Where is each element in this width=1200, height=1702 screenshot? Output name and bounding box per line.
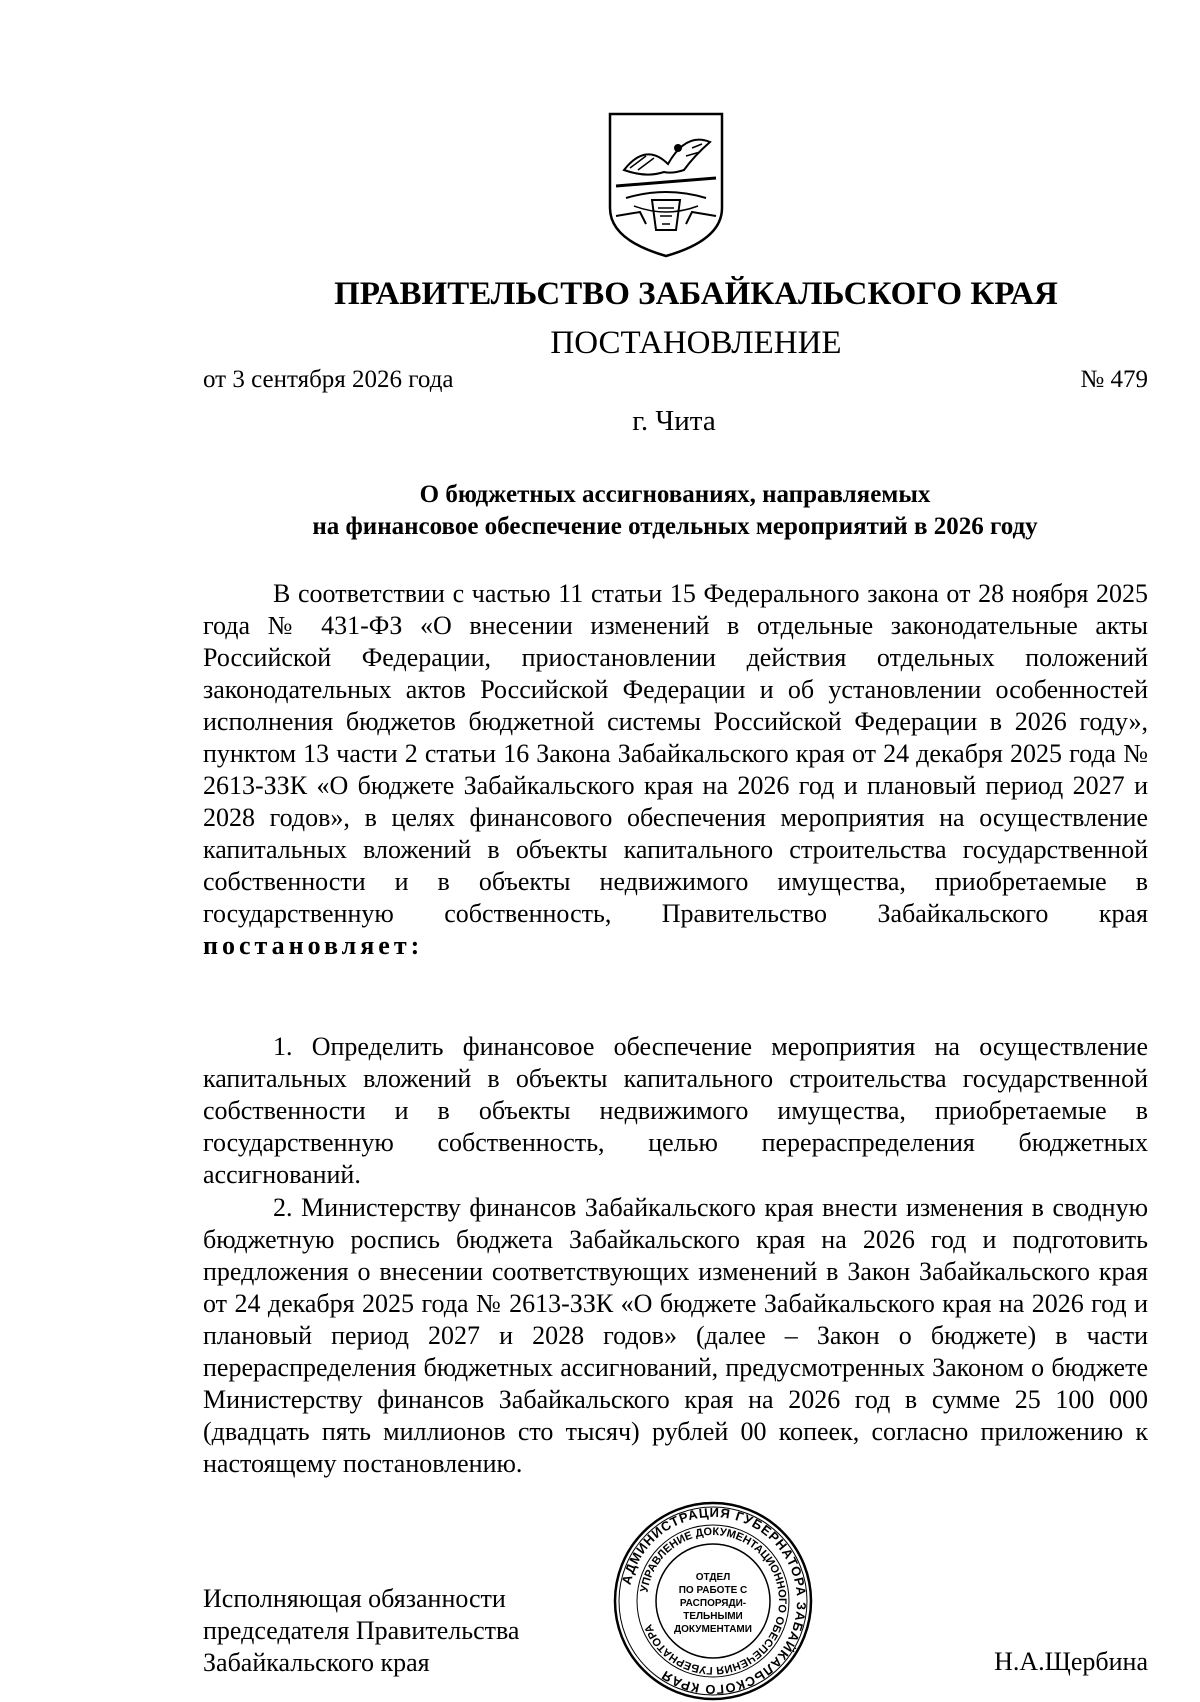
official-stamp [612, 1500, 814, 1702]
coat-of-arms-emblem [606, 112, 726, 258]
document-type: ПОСТАНОВЛЕНИЕ [550, 325, 842, 361]
position-line-3: Забайкальского края [203, 1648, 430, 1677]
title-line-1: О бюджетных ассигнованиях, направляемых [419, 481, 931, 508]
preamble-text: В соответствии с частью 11 статьи 15 Федерального закона от 28 ноября 2025 года № 431-ФЗ «О внесении изменений в отдельные законодательные акты Российской Федерации, приостановлении действия отдельных положений законодательных актов Российской Федерации и об установлении особенностей исполнения бюджетов бюджетной системы Российской Федерации в 2026 году», пунктом 13 части 2 статьи 16 Закона Забайкальского края от 24 декабря 2025 года № 2613-ЗЗК «О бюджете Забайкальского края на 2026 год и плановый период 2027 и 2028 годов», в целях финансового обеспечения мероприятия на осуществление капитальных вложений в объекты капитального строительства государственной собственности и в объекты недвижимого имущества, приобретаемые в государственную собственность, Правительство Забайкальского края [203, 579, 1148, 928]
document-number: № 479 [1080, 366, 1148, 393]
city-name: г. Чита [632, 405, 716, 437]
position-line-2: председателя Правительства [203, 1616, 520, 1645]
document-title [200, 479, 1150, 543]
title-line-2: на финансовое обеспечение отдельных мероприятий в 2026 году [312, 513, 1038, 540]
item-1-paragraph [203, 1031, 1148, 1191]
item-1-text: 1. Определить финансовое обеспечение мероприятия на осуществление капитальных вложений в объекты капитального строительства государственной собственности и в объекты недвижимого имущества, приобретаемые в государственную собственность, целью перераспределения бюджетных ассигнований. [203, 1032, 1148, 1189]
svg-text:ПО РАБОТЕ С: ПО РАБОТЕ С [678, 1585, 748, 1596]
svg-text:АДМИНИСТРАЦИЯ ГУБЕРНАТОРА ЗАБА: АДМИНИСТРАЦИЯ ГУБЕРНАТОРА ЗАБАЙКАЛЬСКОГО КРАЯ [618, 1504, 810, 1698]
svg-text:ОТДЕЛ: ОТДЕЛ [695, 1572, 731, 1583]
decree-word: постановляет: [203, 931, 424, 960]
svg-text:ДОКУМЕНТАМИ: ДОКУМЕНТАМИ [674, 1624, 752, 1635]
signatory-position [203, 1583, 519, 1679]
item-2-text: 2. Министерству финансов Забайкальского края внести изменения в сводную бюджетную роспись бюджета Забайкальского края на 2026 год и подготовить предложения о внесении соответствующих изменений в Закон Забайкальского края от 24 декабря 2025 года № 2613-ЗЗК «О бюджете Забайкальского края на 2026 год и плановый период 2027 и 2028 годов» (далее – Закон о бюджете) в части перераспределения бюджетных ассигнований, предусмотренных Законом о бюджете Министерству финансов Забайкальского края на 2026 год в сумме 25 100 000 (двадцать пять миллионов сто тысяч) рублей 00 копеек, согласно приложению к настоящему постановлению. [203, 1193, 1148, 1478]
svg-text:УПРАВЛЕНИЕ ДОКУМЕНТАЦИОННОГО О: УПРАВЛЕНИЕ ДОКУМЕНТАЦИОННОГО ОБЕСПЕЧЕНИЯ ГУБЕРНАТОРА [638, 1525, 789, 1677]
government-name: ПРАВИТЕЛЬСТВО ЗАБАЙКАЛЬСКОГО КРАЯ [334, 276, 1058, 312]
signatory-name: Н.А.Щербина [994, 1647, 1148, 1676]
document-date: от 3 сентября 2026 года [203, 366, 454, 393]
svg-text:РАСПОРЯДИ-: РАСПОРЯДИ- [679, 1598, 747, 1609]
svg-text:ТЕЛЬНЫМИ: ТЕЛЬНЫМИ [683, 1611, 743, 1622]
position-line-1: Исполняющая обязанности [203, 1584, 506, 1613]
item-2-paragraph [203, 1192, 1148, 1480]
preamble-paragraph [203, 578, 1148, 962]
